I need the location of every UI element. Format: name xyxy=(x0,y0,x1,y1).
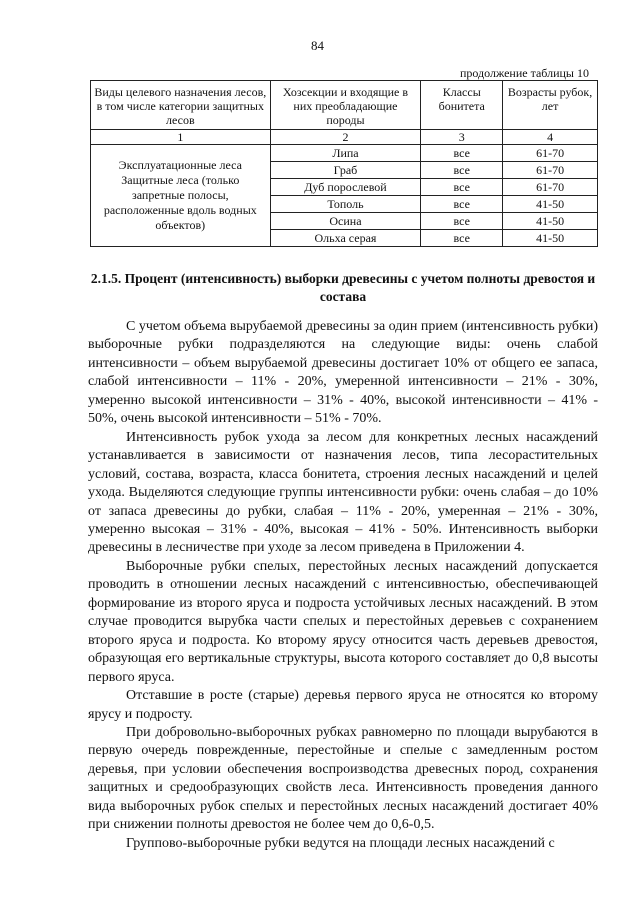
site-class-cell: все xyxy=(421,196,503,213)
table-10 xyxy=(90,80,598,247)
paragraph: Отставшие в росте (старые) деревья первого яруса не относятся ко второму ярусу и подросту. xyxy=(88,688,598,722)
paragraph: Выборочные рубки спелых, перестойных лесных насаждений допускается проводить в отношении лесных насаждений с интенсивностью, обеспечивающей формирование из второго яруса и подроста устойчивых лесных насаждений. В этом случае проводится вырубка части спелых и перестойных деревьев с сохранением второго яруса и подроста. Ко второму ярусу относится часть деревьев древостоя, образующая его вертикальные структуры, высота которого составляет до 0,8 высоты первого яруса. xyxy=(88,558,598,685)
species-cell: Дуб порослевой xyxy=(270,179,421,196)
header-felling-age: Возрасты рубок, лет xyxy=(503,81,598,130)
col-number: 4 xyxy=(503,130,598,145)
body-text xyxy=(88,318,598,853)
header-species: Хозсекции и входящие в них преобладающие породы xyxy=(270,81,421,130)
site-class-cell: все xyxy=(421,179,503,196)
paragraph: При добровольно-выборочных рубках равномерно по площади вырубаются в первую очередь поврежденные, перестойные и спелые с замедленным ростом деревья, при условии обеспечения воспроизводства древесных пород, сохранения защитных и средообразующих свойств леса. Интенсивность проведения данного вида выборочных рубок спелых и перестойных лесных насаждений достигает 40% при снижении полноты древостоя не более чем до 0,6-0,5. xyxy=(88,724,598,833)
paragraph: С учетом объема вырубаемой древесины за один прием (интенсивность рубки) выборочные рубки подразделяются на следующие виды: очень слабой интенсивности – объем вырубаемой древесины достигает 10% от общего ее запаса, слабой интенсивности – 11% - 20%, умеренной интенсивности – 21% - 30%, умеренно высокой интенсивности – 31% - 40%, высокой интенсивности – 41% - 50%, очень высокой интенсивности – 51% - 70%. xyxy=(88,319,598,427)
felling-age-cell: 61-70 xyxy=(503,179,598,196)
species-cell: Граб xyxy=(270,162,421,179)
felling-age-cell: 61-70 xyxy=(503,145,598,162)
site-class-cell: все xyxy=(421,145,503,162)
table-column-numbers-row xyxy=(91,130,598,145)
header-forest-purpose: Виды целевого назначения лесов, в том числе категории защитных лесов xyxy=(91,81,271,130)
header-site-class: Классы бонитета xyxy=(421,81,503,130)
felling-age-cell: 41-50 xyxy=(503,196,598,213)
table-continuation-label: продолжение таблицы 10 xyxy=(459,66,589,80)
species-cell: Липа xyxy=(270,145,421,162)
section-title: 2.1.5. Процент (интенсивность) выборки древесины с учетом полноты древостоя и состава xyxy=(90,271,596,304)
site-class-cell: все xyxy=(421,230,503,247)
table-row xyxy=(91,145,598,162)
col-number: 1 xyxy=(91,130,271,145)
site-class-cell: все xyxy=(421,162,503,179)
site-class-cell: все xyxy=(421,213,503,230)
felling-age-cell: 61-70 xyxy=(503,162,598,179)
forest-category-cell: Эксплуатационные леса Защитные леса (только запретные полосы, расположенные вдоль водных объектов) xyxy=(91,145,271,247)
table-header-row xyxy=(91,81,598,130)
species-cell: Осина xyxy=(270,213,421,230)
col-number: 3 xyxy=(421,130,503,145)
felling-age-cell: 41-50 xyxy=(503,230,598,247)
paragraph: Группово-выборочные рубки ведутся на площади лесных насаждений с xyxy=(126,835,555,851)
paragraph: Интенсивность рубок ухода за лесом для конкретных лесных насаждений устанавливается в зависимости от назначения лесов, типа лесорастительных условий, состава, возраста, класса бонитета, строения лесных насаждений и целей ухода. Выделяются следующие группы интенсивности рубки: очень слабая – до 10% от запаса древесины до рубки, слабая – 11% - 20%, умеренная – 21% - 30%, умеренно высокая – 31% - 40%, высокая – 41% - 50%. Интенсивность выборки древесины в лесничестве при уходе за лесом приведена в Приложении 4. xyxy=(88,429,598,556)
species-cell: Ольха серая xyxy=(270,230,421,247)
felling-age-cell: 41-50 xyxy=(503,213,598,230)
page-number: 84 xyxy=(311,38,324,53)
col-number: 2 xyxy=(270,130,421,145)
species-cell: Тополь xyxy=(270,196,421,213)
